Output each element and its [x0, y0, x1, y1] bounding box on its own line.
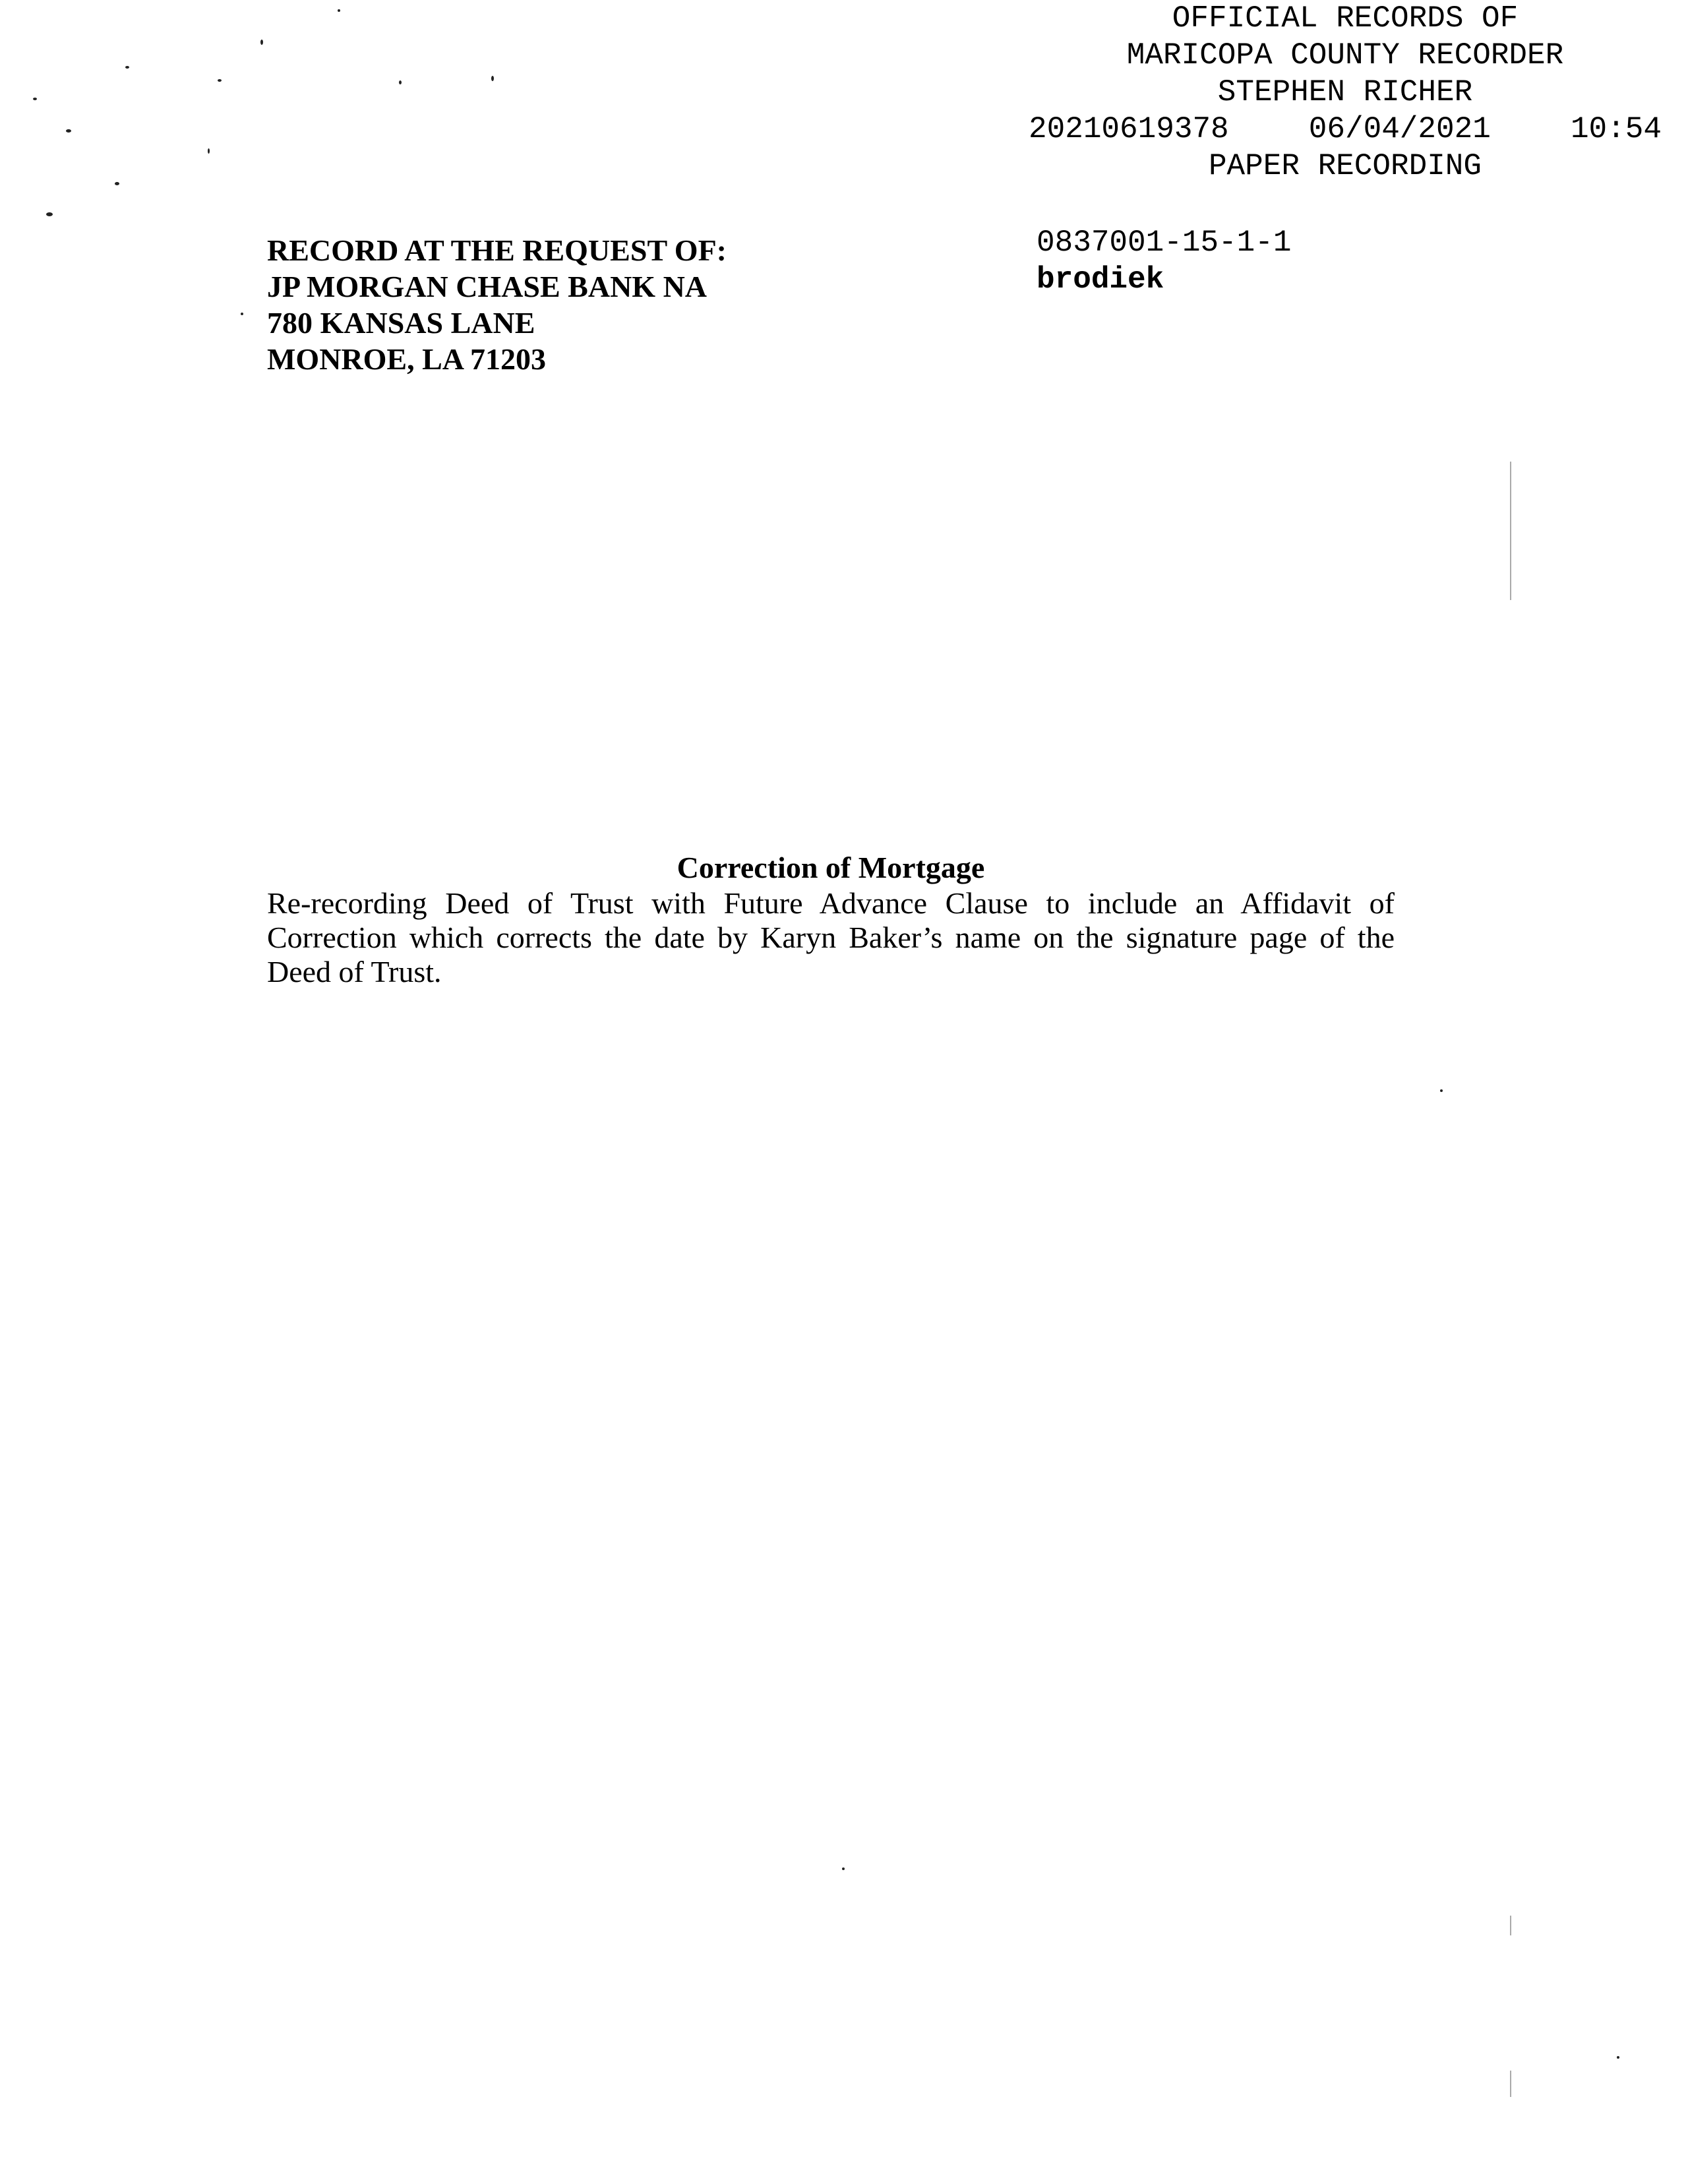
stamp-document-number: 20210619378 — [1029, 112, 1229, 146]
scan-speck — [842, 1867, 845, 1870]
scan-speck — [491, 76, 494, 81]
correction-body: Re-recording Deed of Trust with Future Advance Clause to include an Affidavit of Correction which corrects the date by Karyn Baker’s name on the signature page of the Deed of Trust. — [267, 886, 1395, 988]
correction-section — [267, 851, 1395, 989]
recorder-stamp — [1029, 0, 1662, 185]
stamp-line-recorder-name: STEPHEN RICHER — [1217, 75, 1473, 109]
scan-speck — [241, 313, 243, 315]
request-heading: RECORD AT THE REQUEST OF: — [267, 233, 727, 267]
file-reference-user: brodiek — [1037, 262, 1164, 297]
stamp-recording-info — [1029, 111, 1662, 148]
scan-speck — [1440, 1089, 1443, 1092]
scan-speck — [1617, 2056, 1619, 2059]
scan-speck — [399, 80, 402, 84]
scan-speck — [125, 66, 129, 69]
stamp-line-paper-recording: PAPER RECORDING — [1208, 149, 1482, 183]
scan-speck — [115, 182, 119, 185]
scan-speck — [66, 129, 71, 133]
scan-speck — [260, 40, 263, 45]
scan-speck — [338, 9, 340, 12]
scan-edge-line — [1510, 462, 1511, 600]
file-reference-code: 0837001-15-1-1 — [1037, 226, 1292, 260]
scan-edge-line — [1510, 1916, 1511, 1935]
record-request-block — [267, 232, 727, 377]
request-street: 780 KANSAS LANE — [267, 306, 535, 340]
stamp-line-official-records: OFFICIAL RECORDS OF — [1172, 1, 1519, 36]
scan-edge-line — [1510, 2071, 1511, 2097]
stamp-line-county-recorder: MARICOPA COUNTY RECORDER — [1126, 38, 1564, 73]
stamp-time: 10:54 — [1570, 112, 1662, 146]
correction-title: Correction of Mortgage — [677, 851, 985, 884]
request-city-state-zip: MONROE, LA 71203 — [267, 342, 546, 376]
scan-speck — [33, 98, 37, 100]
stamp-date: 06/04/2021 — [1308, 112, 1491, 146]
scan-speck — [208, 148, 210, 154]
scan-speck — [218, 79, 222, 82]
scan-speck — [46, 212, 53, 216]
file-reference — [1037, 224, 1291, 298]
request-name: JP MORGAN CHASE BANK NA — [267, 270, 708, 303]
